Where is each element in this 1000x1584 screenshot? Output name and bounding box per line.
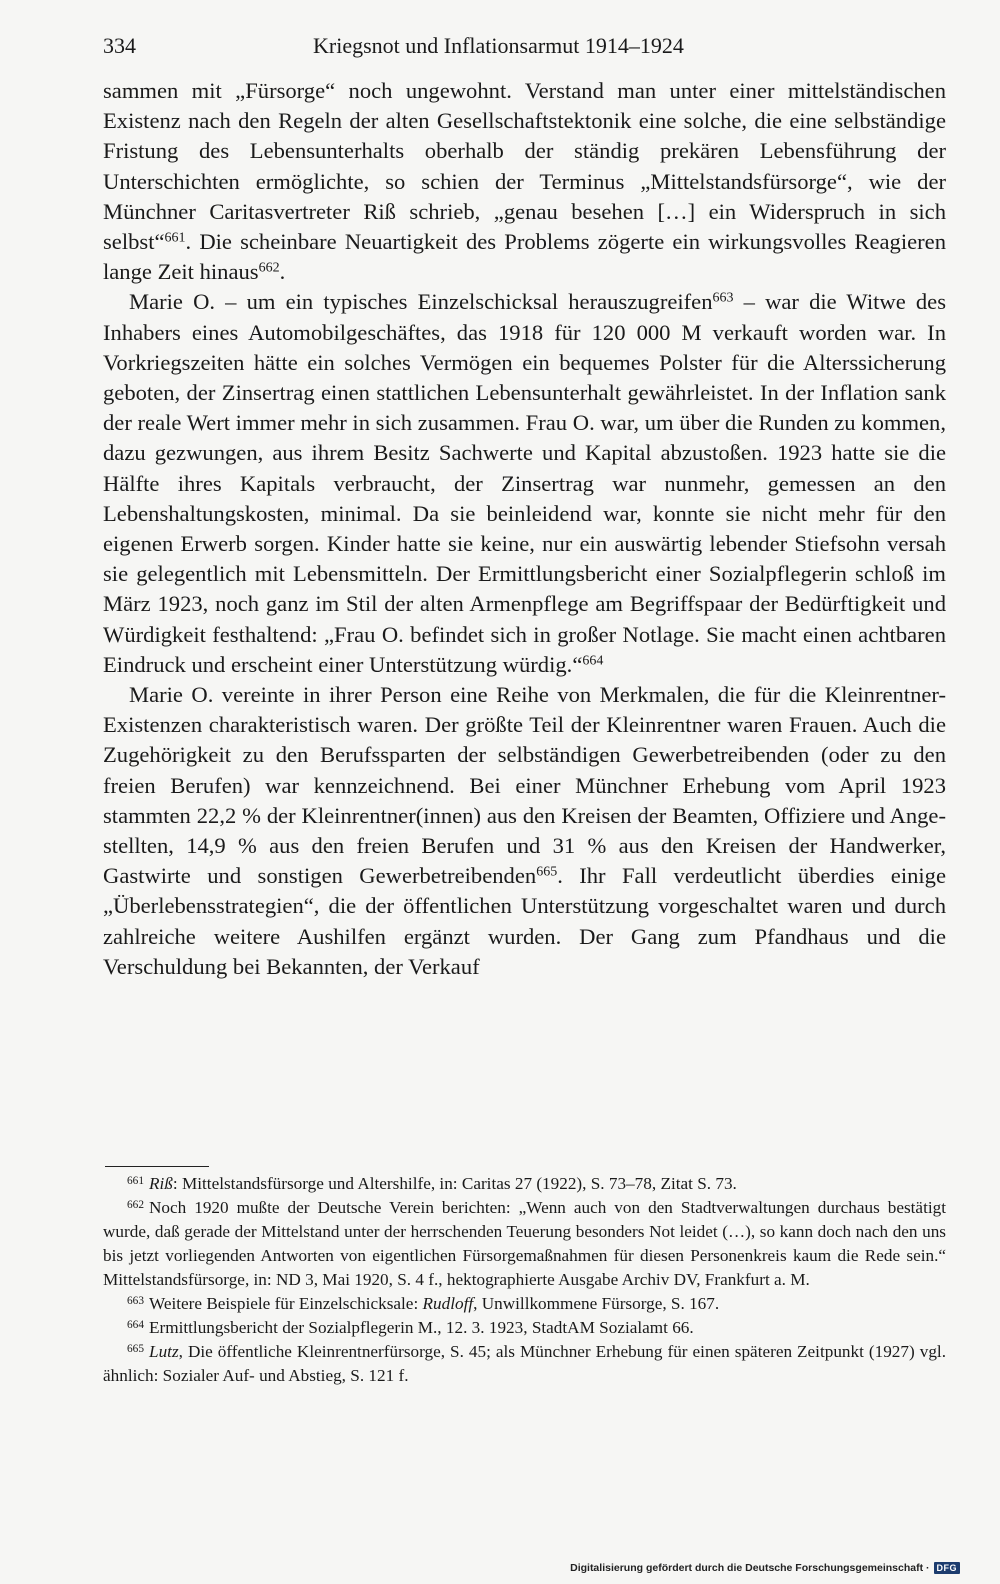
footnote-text: Ermittlungsbericht der Sozialpflegerin M., 12. 3. 1923, StadtAM Sozialamt 66. — [149, 1318, 694, 1337]
footnote-ref[interactable]: 664 — [582, 653, 604, 669]
footnote-ref[interactable]: 661 — [164, 230, 186, 246]
page-header — [103, 28, 943, 64]
footnote-number: 661 — [127, 1175, 145, 1188]
running-title: Kriegsnot und Inflationsarmut 1914–1924 — [313, 33, 684, 58]
footnote-text: , Unwillkommene Fürsorge, S. 167. — [473, 1294, 720, 1313]
footnote-665 — [103, 1340, 946, 1388]
paragraph-1 — [103, 76, 946, 287]
footnote-664 — [103, 1316, 946, 1340]
footnote-divider — [105, 1166, 209, 1167]
footnote-663 — [103, 1292, 946, 1316]
footnote-662 — [103, 1196, 946, 1292]
footnote-author: Rudloff — [422, 1294, 474, 1313]
page-number: 334 — [103, 33, 136, 58]
footnote-number: 662 — [127, 1199, 145, 1212]
footnote-text: , Die öffentliche Kleinrentnerfürsorge, S. 45; als Münchner Erhebung für einen späteren Zeitpunkt (1927) vgl. ähnlich: Sozialer Auf- und Abstieg, S. 121 f. — [103, 1342, 946, 1385]
footnote-number: 663 — [127, 1295, 145, 1308]
paragraph-text: Marie O. – um ein typisches Einzelschicksal herauszugreifen — [129, 289, 713, 315]
paragraph-2 — [103, 287, 946, 680]
digitization-note: Digitalisierung gefördert durch die Deutsche Forschungsgemeinschaft · — [570, 1562, 930, 1574]
footnote-text: Noch 1920 mußte der Deutsche Verein berichten: „Wenn auch von den Stadtverwaltungen durchaus bestätigt wurde, daß gerade der Mittelstand unter der herrschenden Teuerung besonders Not leidet (…), so kann doch nach den uns bis jetzt vorliegenden Antworten von eigentlichen Fürsorgemaßnahmen für diesen Personenkreis kaum die Rede sein.“ Mittelstandsfürsorge, in: ND 3, Mai 1920, S. 4 f., hektographierte Ausgabe Archiv DV, Frankfurt a. M. — [103, 1198, 946, 1289]
paragraph-text: . Die scheinbare Neuartigkeit des Problems zögerte ein wirkungsvolles Reagieren lange Zeit hinaus — [103, 229, 946, 285]
footnote-ref[interactable]: 663 — [712, 290, 734, 306]
footnote-number: 664 — [127, 1319, 145, 1332]
paragraph-text: – war die Witwe des Inhabers eines Automobilgeschäftes, das 1918 für 120 000 M verkauft worden war. In Vorkriegszeiten hätte ein solches Vermögen ein bequemes Polster für die Alterssicherung geboten, der Zinsertrag einen stattlichen Lebensunterhalt gewährleistet. In der Inflation sank der reale Wert immer mehr in sich zusammen. Frau O. war, um über die Runden zu kommen, dazu gezwungen, aus ihrem Besitz Sachwerte und Kapital abzustoßen. 1923 hatte sie die Hälfte ihres Kapitals verbraucht, der Zinsertrag war nunmehr, gemessen an den Lebenshaltungskosten, minimal. Da sie beinleidend war, konnte sie nicht mehr für den eigenen Erwerb sorgen. Kinder hatte sie keine, nur ein auswärtig lebender Stiefsohn versah sie gelegentlich mit Lebensmitteln. Der Ermittlungsbericht einer Sozialpflegerin schloß im März 1923, noch ganz im Stil der alten Armenpflege am Begriffspaar der Bedürftigkeit und Würdigkeit festhaltend: „Frau O. befindet sich in großer Notlage. Sie macht einen achtbaren Eindruck und erscheint einer Unterstützung würdig.“ — [103, 289, 946, 677]
paragraph-text: . Ihr Fall verdeutlicht überdies einige „Überlebensstrategien“, die der öffentlichen Unterstützung vorgeschaltet waren und durch zahlreiche weitere Aushilfen ergänzt wurden. Der Gang zum Pfandhaus und die Verschuldung bei Bekannten, der Verkauf — [103, 863, 946, 979]
footnote-text: : Mittelstandsfürsorge und Altershilfe, in: Caritas 27 (1922), S. 73–78, Zitat S. 73. — [172, 1174, 737, 1193]
body-text — [103, 76, 946, 982]
footnote-author: Lutz — [149, 1342, 179, 1361]
dfg-logo-icon: DFG — [934, 1562, 961, 1574]
paragraph-text: . — [279, 259, 286, 285]
footnotes — [103, 1172, 946, 1388]
paragraph-text: sammen mit „Fürsorge“ noch ungewohnt. Verstand man unter einer mittelständischen Existenz nach den Regeln der alten Gesellschaftstektonik eine solche, die eine selbständige Fristung des Lebensunterhalts oberhalb der ständig prekären Lebensführung der Unterschichten ermöglichte, so schien der Terminus „Mittelstandsfürsorge“, wie der Münchner Caritasvertreter Riß schrieb, „genau besehen […] ein Widerspruch in sich selbst“ — [103, 78, 946, 255]
footnote-ref[interactable]: 662 — [258, 260, 280, 276]
paragraph-3 — [103, 680, 946, 982]
paragraph-text: Marie O. vereinte in ihrer Person eine Reihe von Merkmalen, die für die Kleinrentner-Existenzen charakteristisch waren. Der größte Teil der Kleinrentner waren Frauen. Auch die Zugehörigkeit zu den Berufssparten der selbständigen Gewerbetreibenden (oder zu den freien Berufen) war kennzeichnend. Bei einer Münchner Erhebung vom April 1923 stammten 22,2 % der Kleinrentner(innen) aus den Kreisen der Beamten, Offiziere und Angestellten, 14,9 % aus den freien Berufen und 31 % aus den Kreisen der Handwerker, Gastwirte und sonstigen Gewerbetreibenden — [103, 682, 946, 889]
footnote-text: Weitere Beispiele für Einzelschicksale: — [149, 1294, 423, 1313]
footnote-ref[interactable]: 665 — [536, 864, 558, 880]
footnote-661 — [103, 1172, 946, 1196]
footnote-number: 665 — [127, 1343, 145, 1356]
digitization-credit — [570, 1562, 960, 1574]
footnote-author: Riß — [149, 1174, 173, 1193]
